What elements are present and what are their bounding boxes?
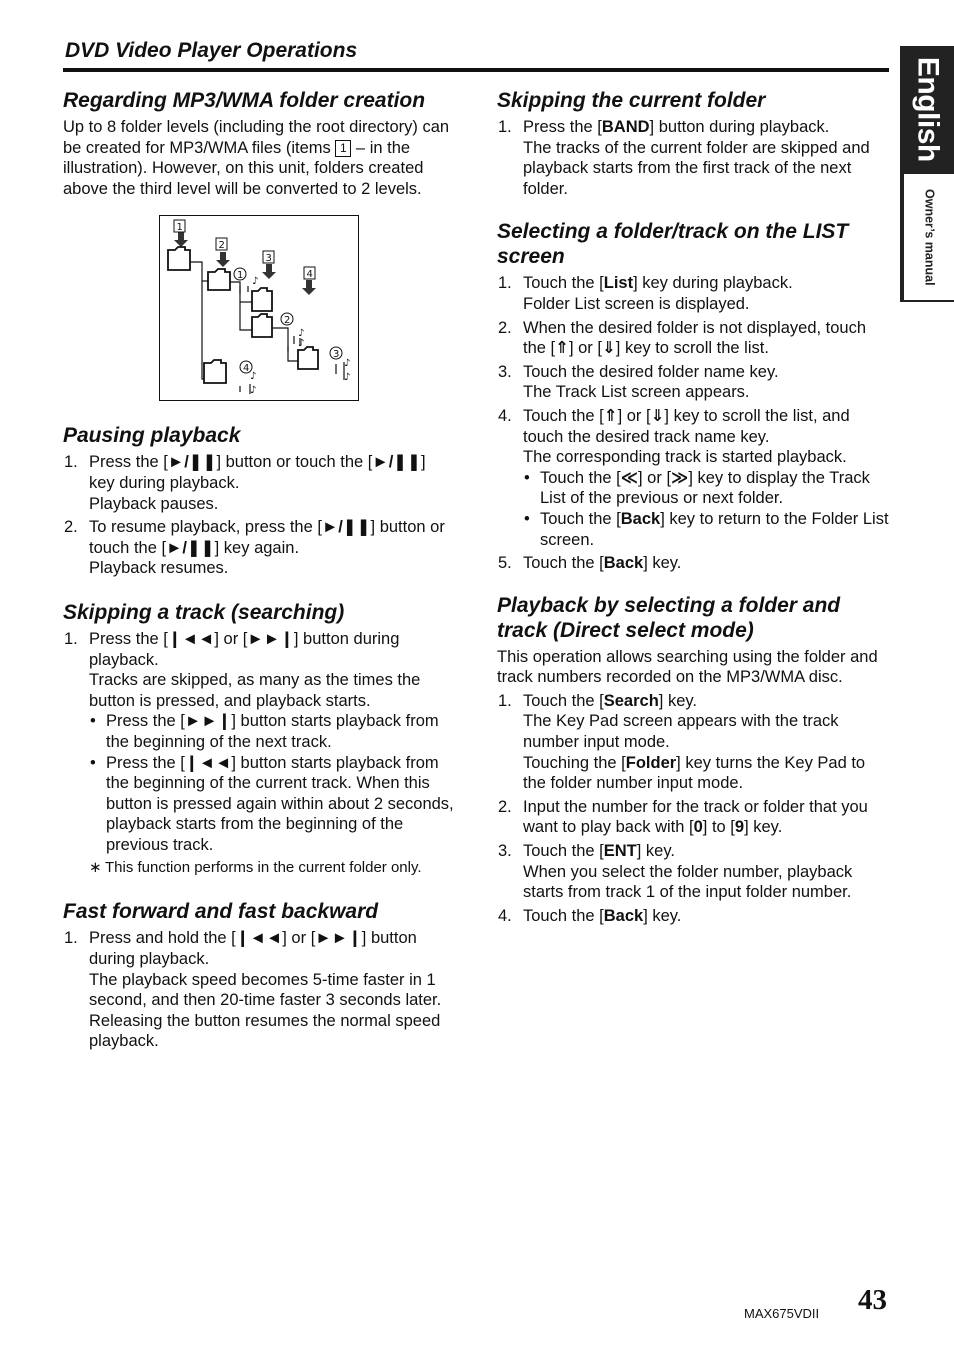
step-text: ] key. xyxy=(643,906,682,925)
step-text: ] button during playback. xyxy=(89,629,400,669)
list-bullet-2 xyxy=(523,509,889,550)
prev-folder-icon: ≪ xyxy=(620,468,639,487)
manual-label: Owner’s manual xyxy=(922,188,937,286)
skipping-bullet-1 xyxy=(89,711,455,752)
heading-list-screen: Selecting a folder/track on the LIST screen xyxy=(497,220,849,269)
skip-forward-key: ►►❙ xyxy=(247,629,294,648)
step-text: ] key during playback. xyxy=(89,453,426,492)
figure-circle-label: 1 xyxy=(237,270,244,282)
skip-folder-step-1 xyxy=(497,117,889,199)
step-result: The Track List screen appears. xyxy=(523,383,750,402)
step-text: Press the [ xyxy=(89,629,168,648)
skipping-step-1 xyxy=(63,629,455,856)
step-text: To resume playback, press the [ xyxy=(89,518,322,537)
figure-box-label: 2 xyxy=(218,240,225,252)
step-text: ] or [ xyxy=(214,629,248,648)
bullet-text: ] key to display the Track List of the previous or next folder. xyxy=(540,468,870,508)
skip-forward-key: ►►❙ xyxy=(184,712,232,731)
play-pause-key: ►/❚❚ xyxy=(321,518,371,537)
scroll-up-icon: ⇑ xyxy=(603,406,618,425)
step-result: Tracks are skipped, as many as the times the button is pressed, and playback starts. xyxy=(89,671,421,710)
step-number: 1. xyxy=(498,274,512,293)
step-text: ] or [ xyxy=(617,406,651,425)
step-text: Input the number for the track or folder that you want to play back with [ xyxy=(523,797,868,837)
list-key: List xyxy=(603,274,634,293)
step-text: Touch the desired folder name key. xyxy=(523,362,779,381)
step-number: 1. xyxy=(64,629,78,648)
folder-level3b xyxy=(252,314,272,337)
step-number: 1. xyxy=(64,453,78,472)
digit-key: 9 xyxy=(734,818,745,837)
bullet-dot: • xyxy=(524,509,530,528)
skipping-bullet-2 xyxy=(89,753,455,856)
list-step-4 xyxy=(497,406,889,550)
list-step-3 xyxy=(497,362,889,403)
note-text: This function performs in the current folder only. xyxy=(105,859,422,877)
step-text: Press the [ xyxy=(89,453,168,472)
step-text: ] or [ xyxy=(568,339,602,358)
list-step-5 xyxy=(497,553,889,574)
section-title: DVD Video Player Operations xyxy=(65,39,358,62)
level-arrow-2 xyxy=(216,252,230,267)
item-box-label: 1 xyxy=(335,140,351,157)
step-number: 1. xyxy=(64,929,78,948)
figure-box-label: 1 xyxy=(176,222,183,234)
skipping-steps xyxy=(63,629,455,856)
figure-box-label: 4 xyxy=(306,269,313,281)
bullet-dot: • xyxy=(524,468,530,487)
page-number: 43 xyxy=(858,1284,887,1316)
step-number: 4. xyxy=(498,406,512,425)
step-text: ] key to scroll the list, and touch the desired track name key. xyxy=(523,406,850,446)
level-arrow-3 xyxy=(262,264,276,279)
pausing-step-1 xyxy=(63,452,455,514)
skip-back-key: ❙◄◄ xyxy=(167,629,215,648)
bullet-text: Press the [ xyxy=(106,712,185,731)
step-text: Touch the [ xyxy=(523,842,604,861)
skip-back-key: ❙◄◄ xyxy=(235,929,283,948)
list-step-1 xyxy=(497,273,889,314)
search-key: Search xyxy=(603,691,659,710)
next-folder-icon: ≫ xyxy=(671,468,689,487)
step-number: 2. xyxy=(64,518,78,537)
level-arrow-4 xyxy=(302,280,316,295)
play-pause-key: ►/❚❚ xyxy=(166,538,215,557)
step-text: ] key. xyxy=(636,842,675,861)
folder-root xyxy=(168,247,190,270)
list-screen-steps xyxy=(497,273,889,573)
figure-box-label: 3 xyxy=(265,253,272,265)
band-key: BAND xyxy=(601,118,650,136)
scroll-up-icon: ⇑ xyxy=(555,339,569,358)
step-result: Touching the [ xyxy=(523,753,626,772)
step-text: ] key again. xyxy=(214,538,300,557)
folder-level4 xyxy=(298,347,318,369)
header-rule xyxy=(63,68,889,72)
step-number: 5. xyxy=(498,554,512,573)
step-result: ] key turns the Key Pad to the folder number input mode. xyxy=(523,753,866,793)
right-column xyxy=(497,88,889,929)
scroll-down-icon: ⇓ xyxy=(650,406,665,425)
folder-level3a xyxy=(252,288,272,311)
step-text: Press the [ xyxy=(523,118,602,136)
step-text: ] key during playback. xyxy=(633,274,793,293)
step-number: 2. xyxy=(498,797,512,816)
level-arrow-1 xyxy=(174,232,188,247)
heading-skip-folder: Skipping the current folder xyxy=(497,89,766,112)
step-text: Touch the [ xyxy=(523,691,604,710)
fast-forward-step-1 xyxy=(63,928,455,1052)
bullet-text: ] key to return to the Folder List screen. xyxy=(540,509,889,549)
model-number: MAX675VDII xyxy=(744,1306,820,1321)
step-result: The Key Pad screen appears with the track number input mode. xyxy=(523,712,839,752)
list-step-2 xyxy=(497,318,889,359)
folder-text-a: Up to 8 folder levels (including the root directory) can be created for MP3/WMA files (items xyxy=(63,118,450,157)
bullet-text: ] button starts playback from the beginning of the current track. When this button is pressed again within about 2 seconds, playback starts from the beginning of the previous track. xyxy=(106,753,454,854)
play-pause-key: ►/❚❚ xyxy=(167,453,217,472)
step-text: ] key. xyxy=(643,554,682,573)
note-icon: ♪ xyxy=(344,372,351,384)
note-icon: ♪ xyxy=(298,338,305,350)
note-icon: ♪ xyxy=(250,385,257,397)
step-result: Releasing the button resumes the normal speed playback. xyxy=(89,1011,441,1051)
note-icon: ♪ xyxy=(344,358,351,370)
direct-select-intro: This operation allows searching using the folder and track numbers recorded on the MP3/WMA disc. xyxy=(497,647,878,687)
step-result: When you select the folder number, playback starts from track 1 of the input folder number. xyxy=(523,862,853,902)
direct-step-1 xyxy=(497,691,889,794)
play-pause-key: ►/❚❚ xyxy=(372,453,421,472)
ent-key: ENT xyxy=(603,842,637,861)
step-text: ] button during playback. xyxy=(89,929,417,969)
folder-illustration xyxy=(159,215,359,401)
figure-circle-label: 4 xyxy=(243,363,250,375)
note-icon: ♪ xyxy=(252,276,259,288)
language-tab xyxy=(900,46,954,302)
digit-key: 0 xyxy=(693,818,703,837)
folder-level2 xyxy=(208,269,230,290)
step-result: The playback speed becomes 5-time faster in 1 second, and then 20-time faster 3 seconds later. xyxy=(89,970,442,1010)
list-bullet-1 xyxy=(523,468,889,509)
step-result: Playback resumes. xyxy=(89,559,229,578)
skipping-note xyxy=(63,858,455,877)
bullet-dot: • xyxy=(90,753,96,772)
folder-key: Folder xyxy=(625,753,677,772)
language-label: English xyxy=(911,56,945,162)
skipping-bullets xyxy=(89,711,455,855)
skip-forward-key: ►►❙ xyxy=(315,929,362,948)
language-tab-label xyxy=(900,46,954,172)
bullet-text: Touch the [ xyxy=(540,468,621,487)
step-text: ] or [ xyxy=(282,929,316,948)
fast-forward-steps xyxy=(63,928,455,1052)
bullet-text: ] or [ xyxy=(638,468,672,487)
step-text: Touch the [ xyxy=(523,906,604,925)
direct-step-4 xyxy=(497,906,889,927)
step-result: The corresponding track is started playback. xyxy=(523,448,847,467)
step-text: ] button during playback. xyxy=(649,118,830,136)
step-number: 2. xyxy=(498,318,512,337)
bullet-text: Touch the [ xyxy=(540,509,621,528)
step-text: Touch the [ xyxy=(523,406,604,425)
step-result: The tracks of the current folder are skipped and playback starts from the first track of the next folder. xyxy=(523,138,870,198)
step-text: Touch the [ xyxy=(523,274,604,293)
step-number: 1. xyxy=(498,691,512,710)
step-text: ] to [ xyxy=(702,818,735,837)
heading-skipping-track: Skipping a track (searching) xyxy=(63,600,345,624)
step-number: 3. xyxy=(498,362,512,381)
step-text: ] button or touch the [ xyxy=(89,518,445,557)
heading-pausing: Pausing playback xyxy=(63,424,241,448)
direct-step-3 xyxy=(497,841,889,903)
direct-step-2 xyxy=(497,797,889,838)
step-number: 1. xyxy=(498,118,512,136)
heading-fast-forward: Fast forward and fast backward xyxy=(63,900,379,924)
folder-creation-text xyxy=(63,117,455,199)
folder-level2b xyxy=(204,360,226,383)
note-star: ∗ xyxy=(89,859,102,877)
step-number: 4. xyxy=(498,906,512,925)
step-text: ] key. xyxy=(744,818,783,837)
bullet-dot: • xyxy=(90,712,96,731)
folder-tree-diagram xyxy=(160,216,358,400)
folder-text-b: – in the illustration). However, on this unit, folders created above the third level will be converted to 2 levels. xyxy=(63,138,424,198)
manual-tab-label xyxy=(904,174,954,300)
back-key: Back xyxy=(603,906,644,925)
note-icon: ♪ xyxy=(250,371,257,383)
step-text: Touch the [ xyxy=(523,554,604,573)
step-number: 3. xyxy=(498,842,512,861)
skip-folder-steps xyxy=(497,117,889,199)
pausing-step-2 xyxy=(63,517,455,579)
list-bullets xyxy=(523,468,889,550)
note-icon: ♪ xyxy=(298,328,305,340)
back-key: Back xyxy=(620,509,661,528)
step-text: ] key to scroll the list. xyxy=(615,339,769,358)
step-result: Playback pauses. xyxy=(89,494,219,513)
step-result: Folder List screen is displayed. xyxy=(523,294,750,313)
step-text: ] button or touch the [ xyxy=(216,453,373,472)
bullet-text: Press the [ xyxy=(106,753,185,772)
pausing-steps xyxy=(63,452,455,579)
heading-direct-select: Playback by selecting a folder and track (Direct select mode) xyxy=(497,593,841,642)
back-key: Back xyxy=(603,554,644,573)
left-column xyxy=(63,88,455,1055)
skip-back-key: ❙◄◄ xyxy=(184,753,232,772)
bullet-text: ] button starts playback from the beginning of the next track. xyxy=(106,712,439,751)
heading-folder-creation: Regarding MP3/WMA folder creation xyxy=(63,89,426,112)
figure-circle-label: 3 xyxy=(333,349,340,361)
direct-select-steps xyxy=(497,691,889,927)
step-text: When the desired folder is not displayed, touch the [ xyxy=(523,318,867,358)
scroll-down-icon: ⇓ xyxy=(601,339,616,358)
figure-circle-label: 2 xyxy=(284,315,291,327)
step-text: Press and hold the [ xyxy=(89,929,236,948)
step-text: ] key. xyxy=(658,691,697,710)
